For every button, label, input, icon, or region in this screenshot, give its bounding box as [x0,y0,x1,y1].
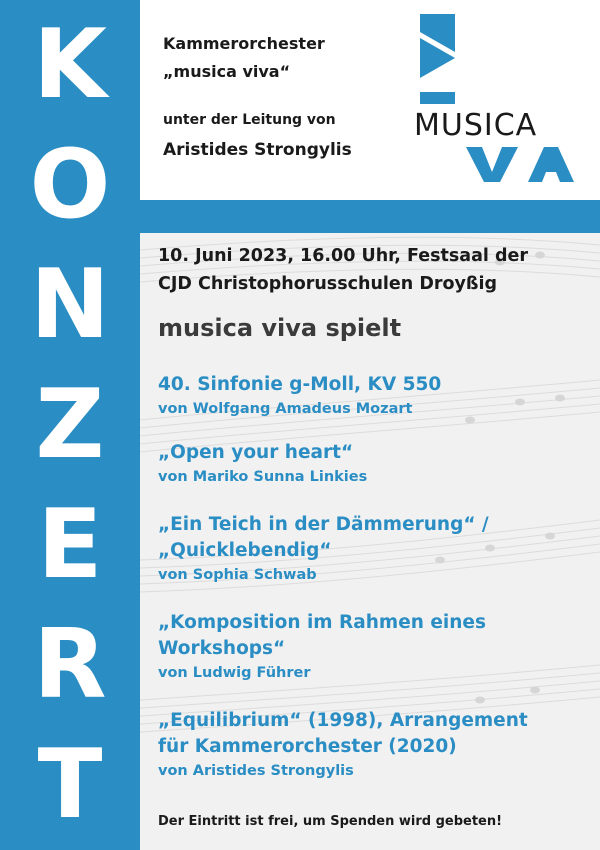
side-title-letter: N [30,250,110,360]
logo-text: MUSICA [414,108,538,143]
program-item [158,440,588,488]
conductor-intro: unter der Leitung von [163,112,336,128]
program-title: „Komposition im Rahmen eines [158,612,486,633]
program-composer: von Wolfgang Amadeus Mozart [158,401,413,417]
program-title: „Equilibrium“ (1998), Arrangement [158,710,528,731]
program-title: „Quicklebendig“ [158,540,332,561]
program-title: für Kammerorchester (2020) [158,736,457,757]
program-item [158,708,588,782]
program-item [158,372,588,420]
orchestra-label: Kammerorchester [163,34,325,53]
program-composer: von Mariko Sunna Linkies [158,469,368,485]
program-item [158,610,588,684]
program-composer: von Aristides Strongylis [158,763,354,779]
musica-viva-logo-icon [410,12,590,192]
event-date-venue: 10. Juni 2023, 16.00 Uhr, Festsaal der [158,246,529,266]
program-composer: von Sophia Schwab [158,567,317,583]
program-item [158,512,588,586]
side-title-letter: O [29,130,111,240]
orchestra-name: „musica viva“ [163,62,291,81]
event-venue: CJD Christophorusschulen Droyßig [158,274,498,294]
side-title-letter: R [33,610,107,720]
side-title-letter: T [37,730,103,840]
conductor-name: Aristides Strongylis [163,140,352,160]
program-heading: musica viva spielt [158,314,402,342]
program-title: „Open your heart“ [158,442,354,463]
admission-note: Der Eintritt ist frei, um Spenden wird gebeten! [158,814,503,829]
side-title-letter: Z [35,370,105,480]
program-title: „Ein Teich in der Dämmerung“ / [158,514,489,535]
side-title-letter: E [37,490,103,600]
side-title-letter: K [33,10,107,120]
program-composer: von Ludwig Führer [158,665,311,681]
program-title: Workshops“ [158,638,286,659]
program-title: 40. Sinfonie g-Moll, KV 550 [158,374,442,395]
